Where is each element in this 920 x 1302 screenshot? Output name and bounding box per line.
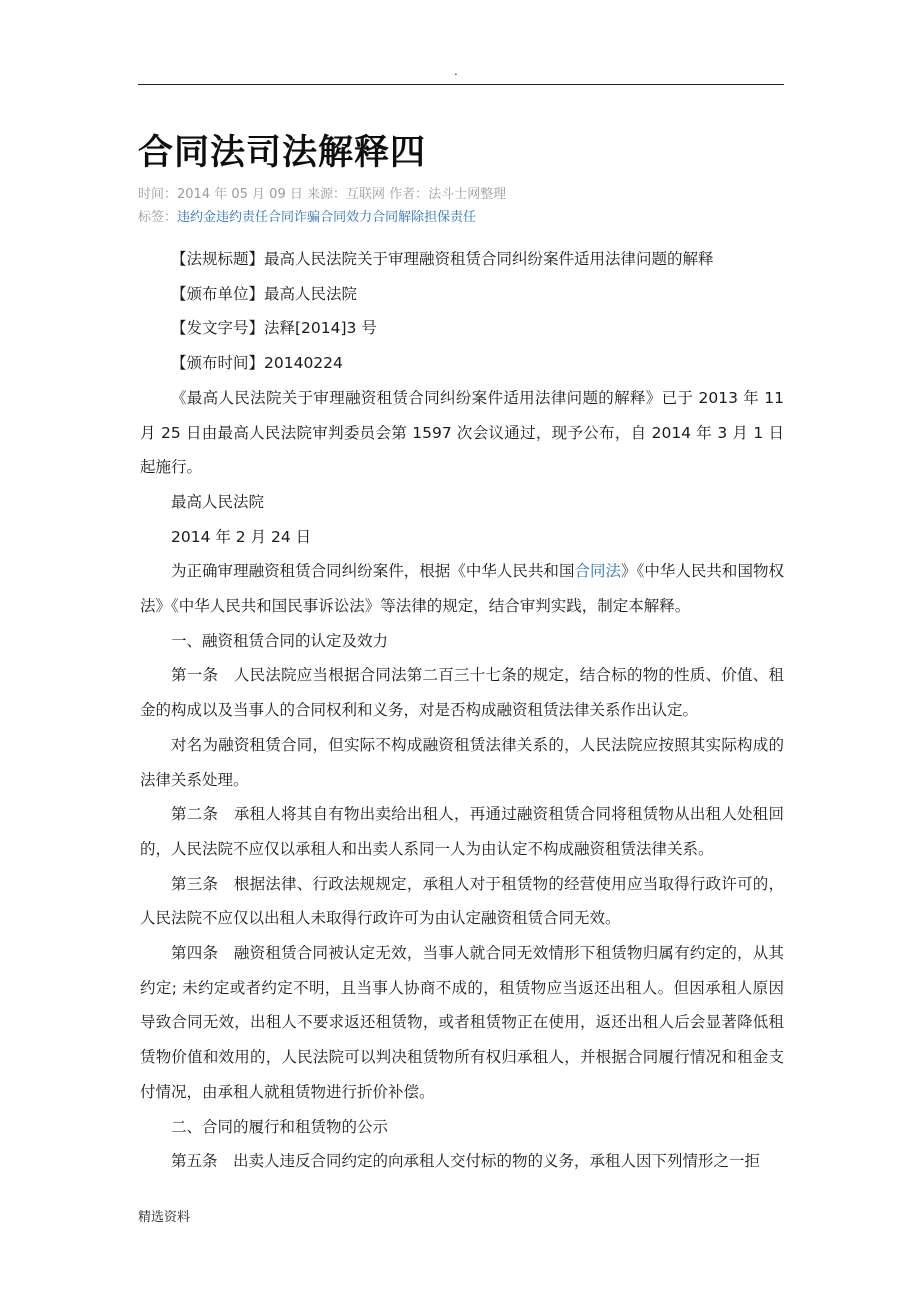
time-label: 时间： bbox=[138, 187, 178, 202]
article-meta bbox=[138, 186, 506, 204]
contract-law-link[interactable]: 合同法 bbox=[574, 562, 622, 581]
tag-link[interactable]: 合同诈骗 bbox=[268, 210, 321, 225]
section-heading: 二、合同的履行和租赁物的公示 bbox=[171, 1117, 389, 1136]
article-body bbox=[140, 242, 784, 1179]
preamble-text-b: 》《中华人民共和国物权法》《中华人民共和国民事诉讼法》等法律的规定，结合审判实践，制定本解释。 bbox=[140, 562, 784, 616]
tag-link[interactable]: 合同解除 bbox=[372, 210, 425, 225]
author-label: 作者： bbox=[389, 187, 429, 202]
info-date: 【颁布时间】20140224 bbox=[171, 354, 343, 373]
announcement-paragraph: 《最高人民法院关于审理融资租赁合同纠纷案件适用法律问题的解释》已于 2013 年 11 月 25 日由最高人民法院审判委员会第 1597 次会议通过，现予公布，自 2014 年 3 月 1 日起施行。 bbox=[140, 388, 784, 477]
info-issuer: 【颁布单位】最高人民法院 bbox=[171, 284, 358, 303]
article-3: 第三条 根据法律、行政法规规定，承租人对于租赁物的经营使用应当取得行政许可的，人民法院不应仅以出租人未取得行政许可为由认定融资租赁合同无效。 bbox=[140, 874, 784, 928]
tag-link[interactable]: 违约责任 bbox=[216, 210, 269, 225]
author-value: 法斗士网整理 bbox=[428, 187, 507, 202]
page-title: 合同法司法解释四 bbox=[138, 133, 427, 173]
publish-time: 2014 年 05 月 09 日 bbox=[177, 187, 303, 202]
article-1-paragraph-2: 对名为融资租赁合同，但实际不构成融资租赁法律关系的，人民法院应按照其实际构成的法律关系处理。 bbox=[140, 735, 784, 789]
tag-link[interactable]: 合同效力 bbox=[320, 210, 373, 225]
signature-date: 2014 年 2 月 24 日 bbox=[171, 527, 312, 546]
signature-court: 最高人民法院 bbox=[171, 492, 265, 511]
tag-link[interactable]: 担保责任 bbox=[424, 210, 477, 225]
preamble-paragraph bbox=[140, 554, 784, 623]
tag-link[interactable]: 违约金 bbox=[177, 210, 217, 225]
preamble-text-a: 为正确审理融资租赁合同纠纷案件，根据《中华人民共和国 bbox=[171, 562, 575, 581]
info-doc-number: 【发文字号】法释[2014]3 号 bbox=[171, 319, 377, 338]
article-2: 第二条 承租人将其自有物出卖给出租人，再通过融资租赁合同将租赁物从出租人处租回的，人民法院不应仅以承租人和出卖人系同一人为由认定不构成融资租赁法律关系。 bbox=[140, 805, 784, 858]
section-heading: 一、融资租赁合同的认定及效力 bbox=[171, 631, 389, 650]
info-title: 【法规标题】最高人民法院关于审理融资租赁合同纠纷案件适用法律问题的解释 bbox=[171, 250, 714, 268]
footer-text: 精选资料 bbox=[138, 1210, 191, 1225]
article-4: 第四条 融资租赁合同被认定无效，当事人就合同无效情形下租赁物归属有约定的，从其约定; 未约定或者约定不明，且当事人协商不成的，租赁物应当返还出租人。但因承租人原因导致合同无效，出租人不要求返还租赁物，或者租赁物正在使用，返还出租人后会显著降低租赁物价值和效用的，人民法院可以判决租赁物所有权归承租人，并根据合同履行情况和租金支付情况，由承租人就租赁物进行折价补偿。 bbox=[140, 944, 784, 1101]
article-1: 第一条 人民法院应当根据合同法第二百三十七条的规定，结合标的物的性质、价值、租金的构成以及当事人的合同权利和义务，对是否构成融资租赁法律关系作出认定。 bbox=[140, 666, 784, 720]
source-value: 互联网 bbox=[346, 187, 386, 202]
tags-label: 标签： bbox=[138, 210, 178, 225]
tag-list bbox=[138, 209, 476, 227]
article-5: 第五条 出卖人违反合同约定的向承租人交付标的物的义务，承租人因下列情形之一拒 bbox=[171, 1152, 761, 1171]
header-dot: . bbox=[454, 64, 458, 78]
header-rule bbox=[138, 84, 784, 85]
source-label: 来源： bbox=[307, 187, 347, 202]
